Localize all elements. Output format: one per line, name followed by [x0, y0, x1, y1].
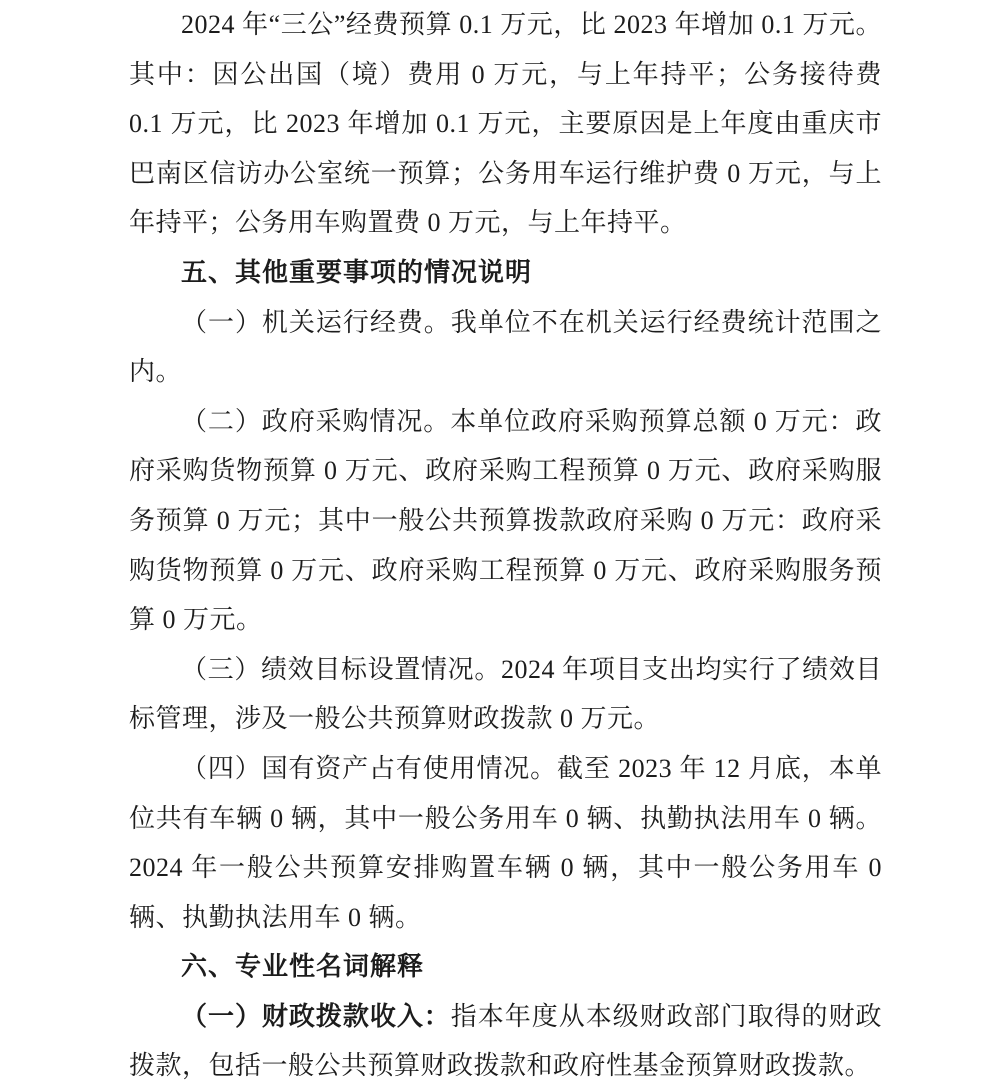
paragraph-state-assets: [129, 744, 882, 942]
paragraph-text: 2024 年项目支出均实行了绩效目标管理，涉及一般公共预算财政拨款 0 万元。: [129, 654, 882, 734]
paragraph-government-procurement: [129, 397, 882, 645]
paragraph-term-fiscal-appropriation-income: [129, 992, 882, 1091]
paragraph-text: 我单位不在机关运行经费统计范围之内。: [129, 307, 882, 387]
paragraph-text: 截至 2023 年 12 月底，本单位共有车辆 0 辆，其中一般公务用车 0 辆、执勤执法用车 0 辆。2024 年一般公共预算安排购置车辆 0 辆，其中一般公务用车 0 辆、执勤执法用车 0 辆。: [129, 753, 882, 932]
subitem-lead: （一）机关运行经费。: [181, 307, 451, 337]
section-heading-six: 六、专业性名词解释: [181, 951, 425, 982]
subitem-lead: （四）国有资产占有使用情况。: [181, 753, 558, 783]
section-heading-five: 五、其他重要事项的情况说明: [181, 256, 533, 287]
paragraph-agency-operating-expense: [129, 298, 882, 397]
paragraph-sangong-budget: [129, 0, 882, 248]
paragraph-text: 指本年度从本级财政部门取得的财政拨款，包括一般公共预算财政拨款和政府性基金预算财政拨款。: [129, 1001, 882, 1081]
paragraph-performance-targets: [129, 645, 882, 744]
subitem-lead: （一）财政拨款收入：: [181, 1001, 451, 1031]
subitem-lead: （三）绩效目标设置情况。: [181, 654, 501, 684]
paragraph-text: 本单位政府采购预算总额 0 万元：政府采购货物预算 0 万元、政府采购工程预算 0 万元、政府采购服务预算 0 万元；其中一般公共预算拨款政府采购 0 万元：政府采购货物预算 0 万元、政府采购工程预算 0 万元、政府采购服务预算 0 万元。: [129, 406, 882, 635]
paragraph-text: 2024 年“三公”经费预算 0.1 万元，比 2023 年增加 0.1 万元。其中：因公出国（境）费用 0 万元，与上年持平；公务接待费 0.1 万元，比 2023 年增加 0.1 万元，主要原因是上年度由重庆市巴南区信访办公室统一预算；公务用车运行维护费 0 万元，与上年持平；公务用车购置费 0 万元，与上年持平。: [129, 10, 882, 238]
subitem-lead: （二）政府采购情况。: [181, 406, 451, 436]
